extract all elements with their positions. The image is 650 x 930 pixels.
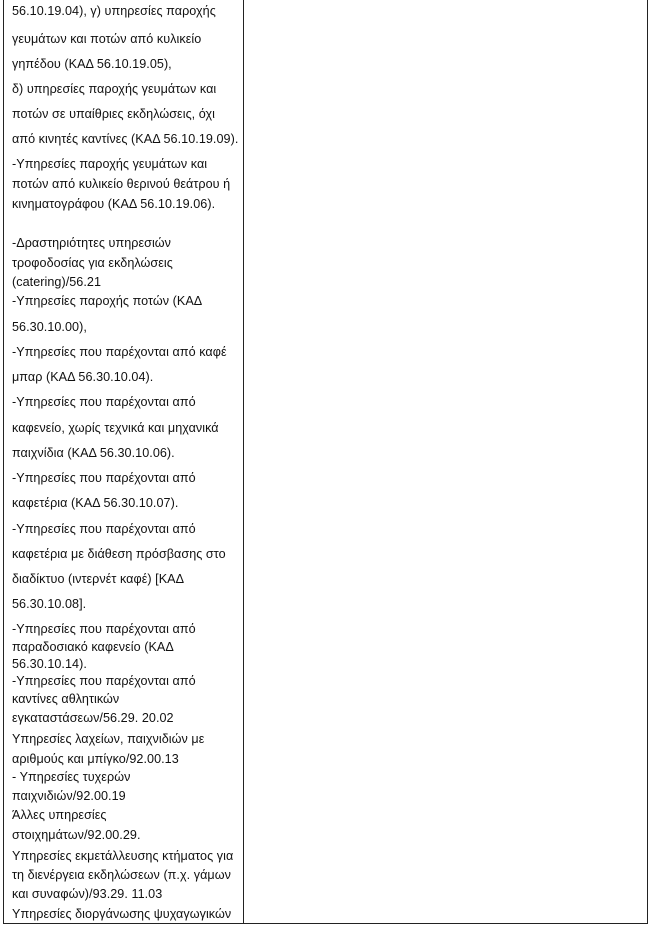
text-line: κινηματογράφου (ΚΑΔ 56.10.19.06). (12, 197, 216, 211)
text-line: 56.10.19.04), γ) υπηρεσίες παροχής (12, 4, 216, 18)
text-line: και συναφών)/93.29. 11.03 (12, 887, 163, 901)
empty-cell (245, 0, 647, 923)
text-line: (catering)/56.21 (12, 275, 102, 289)
text-line: γευμάτων και ποτών από κυλικείο (12, 32, 202, 46)
text-line: Άλλες υπηρεσίες (12, 808, 107, 822)
text-line: -Υπηρεσίες παροχής ποτών (ΚΑΔ (12, 294, 203, 308)
text-line: εγκαταστάσεων/56.29. 20.02 (12, 711, 174, 725)
text-line: καφετέρια (ΚΑΔ 56.30.10.07). (12, 496, 179, 510)
text-line: 56.30.10.00), (12, 320, 87, 334)
text-line: διαδίκτυο (ιντερνέτ καφέ) [ΚΑΔ (12, 572, 185, 586)
text-line: στοιχημάτων/92.00.29. (12, 828, 141, 842)
text-line: -Υπηρεσίες παροχής γευμάτων και (12, 157, 208, 171)
text-line: τροφοδοσίας για εκδηλώσεις (12, 256, 173, 270)
text-line: Υπηρεσίες εκμετάλλευσης κτήματος για (12, 849, 234, 863)
text-line: -Υπηρεσίες που παρέχονται από (12, 522, 196, 536)
text-line: Υπηρεσίες διοργάνωσης ψυχαγωγικών (12, 907, 232, 921)
text-line: -Υπηρεσίες που παρέχονται από (12, 622, 196, 636)
text-line: γηπέδου (ΚΑΔ 56.10.19.05), (12, 57, 172, 71)
text-line: παιχνίδια (ΚΑΔ 56.30.10.06). (12, 446, 175, 460)
text-line: ποτών σε υπαίθριες εκδηλώσεις, όχι (12, 107, 216, 121)
text-line: -Υπηρεσίες που παρέχονται από (12, 395, 196, 409)
text-line: -Υπηρεσίες που παρέχονται από (12, 471, 196, 485)
text-line: ποτών από κυλικείο θερινού θεάτρου ή (12, 177, 231, 191)
text-line: 56.30.10.14). (12, 657, 87, 671)
text-line: τη διενέργεια εκδηλώσεων (π.χ. γάμων (12, 868, 231, 882)
text-line: παραδοσιακό καφενείο (ΚΑΔ (12, 640, 174, 654)
text-line: καντίνες αθλητικών (12, 692, 120, 706)
text-line: αριθμούς και μπίγκο/92.00.13 (12, 752, 179, 766)
activity-table (3, 0, 648, 924)
text-line: μπαρ (ΚΑΔ 56.30.10.04). (12, 370, 154, 384)
text-line: -Υπηρεσίες που παρέχονται από (12, 674, 196, 688)
text-line: παιχνιδιών/92.00.19 (12, 789, 126, 803)
text-line: καφετέρια με διάθεση πρόσβασης στο (12, 547, 226, 561)
text-line: καφενείο, χωρίς τεχνικά και μηχανικά (12, 421, 219, 435)
text-line: δ) υπηρεσίες παροχής γευμάτων και (12, 82, 217, 96)
text-line: -Υπηρεσίες που παρέχονται από καφέ (12, 345, 227, 359)
text-line: από κινητές καντίνες (ΚΑΔ 56.10.19.09). (12, 132, 239, 146)
text-line: - Υπηρεσίες τυχερών (12, 770, 131, 784)
text-line: 56.30.10.08]. (12, 597, 87, 611)
text-line: Υπηρεσίες λαχείων, παιχνιδιών με (12, 732, 205, 746)
text-line: -Δραστηριότητες υπηρεσιών (12, 236, 172, 250)
activity-codes-cell (4, 0, 244, 923)
